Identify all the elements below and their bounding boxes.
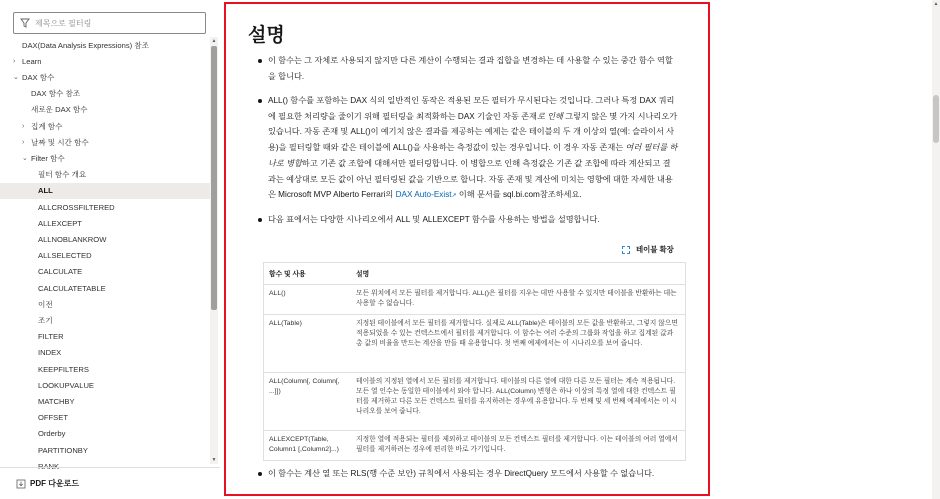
function-cell: ALL(Column[, Column[, ...]])	[263, 373, 350, 431]
description-cell: 지정된 테이블에서 모든 필터를 제거합니다. 실제로 ALL(Table)은 테이블의 모든 값을 반환하고, 그렇지 않으면 적용되었을 수 있는 컨텍스트에서 필터를 제거합니다. 이 함수는 여러 수준의 그룹화 작업을 하고 집계된 값과 총 값의 비율을 만드는 계산을 만들 때 유용합니다. 첫 번째 예제에서는 이 시나리오를 보여 줍니다.	[350, 315, 686, 373]
bullet-dot	[258, 59, 262, 63]
toc-item[interactable]	[0, 426, 210, 442]
toc-item[interactable]	[0, 53, 210, 69]
table-row	[263, 431, 686, 461]
bullet-text-part: 그렇지 않은 몇 가지 시나리오가 있습니다. 자동 존재 및 ALL()이 예기치 않은 결과를 제공하는 예제는 같은 테이블의 두 개 이상의 열(예: 슬라이서 사용)을 필터링할 때와 같은 테이블에 ALL()을 사용하는 측정값이 있는 경우입니다. 이 경우 자동 존재는	[268, 111, 678, 153]
toc-item[interactable]	[0, 167, 210, 183]
toc-item-label: RANK	[38, 461, 60, 471]
table-of-contents-sidebar	[0, 0, 220, 499]
chevron-right-icon[interactable]: ›	[13, 57, 16, 65]
toc-item-label: OFFSET	[38, 413, 68, 423]
toc-item-label: 이전	[38, 299, 53, 309]
toc-item-label: PARTITIONBY	[38, 445, 88, 455]
toc-item[interactable]	[0, 69, 210, 85]
bullet-dot	[258, 218, 262, 222]
table-row	[263, 373, 686, 431]
toc-item-label: Learn	[22, 56, 42, 66]
toc-item[interactable]	[0, 264, 210, 280]
external-link-icon: ↗	[451, 193, 457, 200]
pdf-download-icon	[16, 479, 26, 489]
function-cell: ALL()	[263, 285, 350, 315]
toc-tree	[0, 37, 210, 471]
toc-item[interactable]	[0, 199, 210, 215]
bullet-dot	[258, 99, 262, 103]
toc-item-label: DAX 함수 참조	[31, 89, 81, 99]
toc-item-label: ALLEXCEPT	[38, 218, 82, 228]
toc-item[interactable]	[0, 102, 210, 118]
toc-item[interactable]	[0, 393, 210, 409]
toc-item-label: INDEX	[38, 348, 62, 358]
toc-item[interactable]	[0, 377, 210, 393]
toc-item[interactable]	[0, 37, 210, 53]
bullet-dot	[258, 472, 262, 476]
pdf-download-link[interactable]	[0, 467, 220, 499]
chevron-down-icon[interactable]: ⌄	[13, 74, 19, 82]
dax-auto-exist-link[interactable]: DAX Auto-Exist	[395, 190, 452, 200]
toc-item-label: CALCULATE	[38, 267, 83, 277]
toc-item[interactable]	[0, 231, 210, 247]
toc-item-label: DAX(Data Analysis Expressions) 참조	[22, 40, 149, 50]
toc-item[interactable]	[0, 134, 210, 150]
toc-item[interactable]	[0, 410, 210, 426]
toc-item-label: 날짜 및 시간 함수	[31, 137, 89, 147]
pdf-download-label: PDF 다운로드	[30, 479, 80, 488]
table-header-cell: 설명	[350, 262, 686, 285]
toc-item[interactable]	[0, 118, 210, 134]
table-header-row	[263, 262, 686, 285]
function-cell: ALL(Table)	[263, 315, 350, 373]
bullet-text: 이 함수는 계산 열 또는 RLS(행 수준 보안) 규칙에서 사용되는 경우 DirectQuery 모드에서 사용할 수 없습니다.	[268, 469, 655, 478]
toc-item-label: Filter 함수	[31, 153, 65, 163]
scroll-up-arrow-icon[interactable]: ▲	[211, 38, 217, 44]
sidebar-scrollbar[interactable]	[210, 37, 218, 464]
bullet-text-part: 이해 문서를 sql.bi.com참조하세요.	[456, 190, 582, 200]
toc-item[interactable]	[0, 248, 210, 264]
toc-item-label: FILTER	[38, 332, 64, 342]
scrollbar-thumb[interactable]	[211, 46, 217, 310]
toc-item[interactable]	[0, 183, 210, 199]
bullet-text-part: 하고 기존 값 조합에 대해서만 필터링합니다. 이 병합으로 인해 측정값은 기존 값 조합에 따라 계산되고 결과는 예상대로 모든 값이 아닌 필터링된 값을 기반으로 합니다. 자동 존재 및 계산에 미치는 영향에 대한 자세한 내용은 Microsoft MVP Alberto Ferrari의	[268, 158, 673, 200]
toc-item-label: 새로운 DAX 함수	[31, 105, 88, 115]
toc-item[interactable]	[0, 329, 210, 345]
toc-item-label: KEEPFILTERS	[38, 364, 89, 374]
bullet-text: 이 함수는 그 자체로 사용되지 않지만 다른 계산이 수행되는 결과 집합을 변경하는 데 사용할 수 있는 중간 함수 역할을 합니다.	[268, 56, 673, 81]
toc-item-label: LOOKUPVALUE	[38, 380, 94, 390]
toc-item[interactable]	[0, 215, 210, 231]
filter-input[interactable]	[35, 19, 195, 28]
toc-item-label: DAX 함수	[22, 72, 55, 82]
filter-box[interactable]	[13, 12, 206, 34]
toc-item[interactable]	[0, 361, 210, 377]
page-scrollbar-thumb[interactable]	[933, 95, 939, 143]
toc-item-label: MATCHBY	[38, 396, 75, 406]
chevron-down-icon[interactable]: ⌄	[22, 155, 28, 163]
toc-item[interactable]	[0, 312, 210, 328]
table-row	[263, 285, 686, 315]
description-cell: 테이블의 지정된 열에서 모든 필터를 제거합니다. 테이블의 다른 열에 대한 다른 모든 필터는 계속 적용됩니다. 모든 열 인수는 동일한 테이블에서 와야 합니다. ALL(Column) 변형은 하나 이상의 특정 열에 대한 컨텍스트 필터를 제거하고 다른 모든 컨텍스트 필터를 유지하려는 경우에 유용합니다. 두 번째 및 세 번째 예제에서는 이 시나리오를 보여 줍니다.	[350, 373, 686, 431]
function-table	[263, 262, 686, 461]
chevron-right-icon[interactable]: ›	[22, 122, 25, 130]
toc-item[interactable]	[0, 86, 210, 102]
toc-item[interactable]	[0, 296, 210, 312]
description-cell: 모든 위치에서 모든 필터를 제거합니다. ALL()은 필터를 지우는 데만 사용할 수 있지만 테이블을 반환하는 데는 사용할 수 없습니다.	[350, 285, 686, 315]
scroll-down-arrow-icon[interactable]: ▼	[211, 457, 217, 463]
expand-table-label: 테이블 확장	[636, 245, 674, 254]
function-cell: ALLEXCEPT(Table, Column1 [,Column2]...)	[263, 431, 350, 461]
page-scrollbar[interactable]	[932, 0, 940, 499]
toc-item-label: CALCULATETABLE	[38, 283, 106, 293]
toc-item-label: Orderby	[38, 429, 66, 439]
expand-icon	[622, 246, 630, 254]
toc-item[interactable]	[0, 442, 210, 458]
toc-item-label: 집계 함수	[31, 121, 63, 131]
toc-item-label: ALL	[38, 186, 53, 196]
bullet-text: 다음 표에서는 다양한 시나리오에서 ALL 및 ALLEXCEPT 함수를 사용하는 방법을 설명합니다.	[268, 215, 600, 224]
toc-item-label: ALLSELECTED	[38, 251, 92, 261]
description-cell: 지정한 열에 적용되는 필터를 제외하고 테이블의 모든 컨텍스트 필터를 제거합니다. 이는 테이블의 여러 열에서 필터를 제거하려는 경우에 편리한 바로 가기입니다.	[350, 431, 686, 461]
bullet-text-part: ALL() 함수를 포함하는 DAX 식의 일반적인 동작은 적용된 모든 필터가 무시된다는 것입니다. 그러나 특정 DAX 쿼리에 필요한 처리량을 줄이기 위해 필터링을 최적화하는 DAX 기술인 자동 존재	[268, 96, 675, 121]
page-title: 설명	[248, 25, 285, 46]
scroll-up-arrow-icon[interactable]: ▲	[933, 1, 939, 7]
bullet-text	[268, 93, 678, 205]
toc-item-label: ALLCROSSFILTERED	[38, 202, 115, 212]
toc-item[interactable]	[0, 345, 210, 361]
toc-item-label: 조기	[38, 315, 53, 325]
toc-item-label: ALLNOBLANKROW	[38, 234, 107, 244]
expand-table-button[interactable]	[622, 244, 674, 255]
toc-item-label: 필터 함수 개요	[38, 170, 87, 180]
bullet-text-emphasis: 로 인해	[536, 111, 563, 121]
toc-item[interactable]	[0, 150, 210, 166]
bullet-text-emphasis: 여러 필터를 하나로 병합	[268, 143, 678, 168]
toc-item[interactable]	[0, 280, 210, 296]
filter-icon	[20, 18, 30, 28]
table-header-cell: 함수 및 사용	[263, 262, 350, 285]
chevron-right-icon[interactable]: ›	[22, 138, 25, 146]
table-row	[263, 315, 686, 373]
